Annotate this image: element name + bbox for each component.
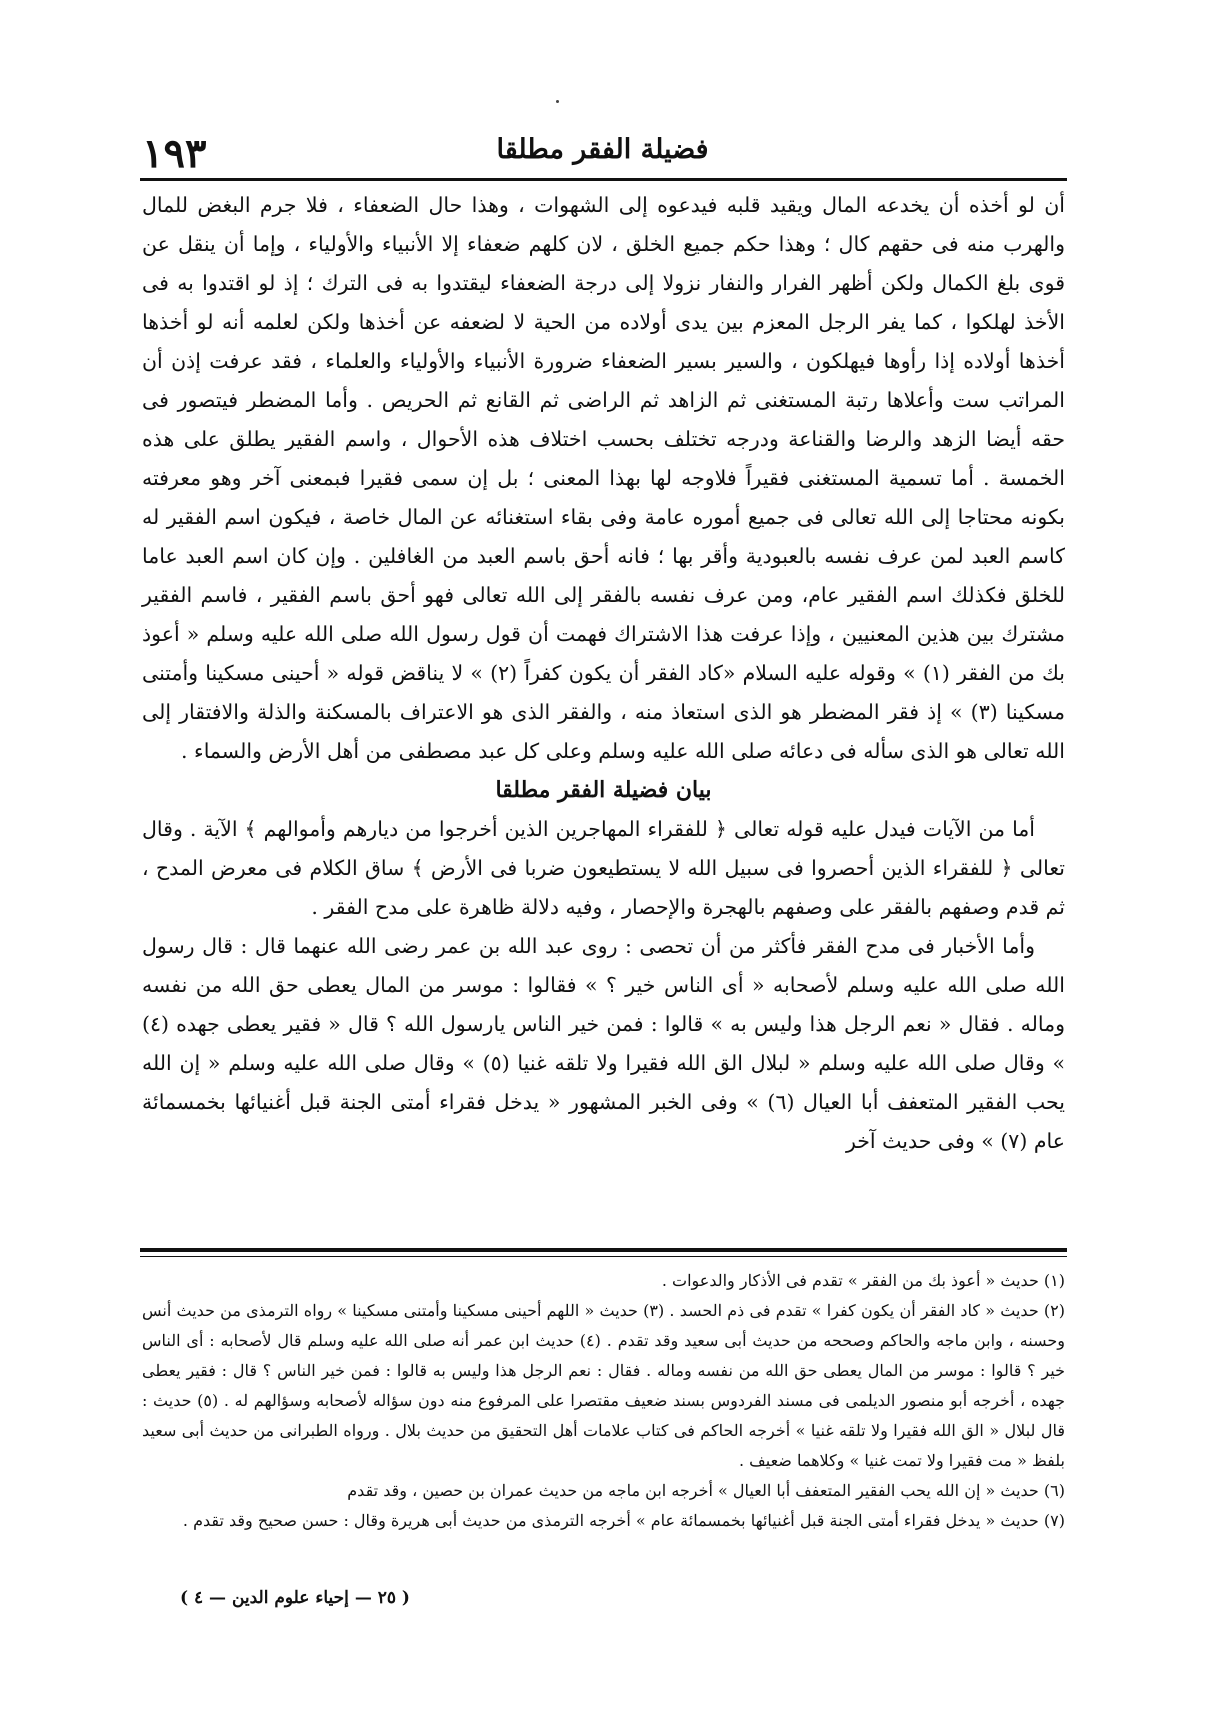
paragraph: أما من الآيات فيدل عليه قوله تعالى ﴿ للفقراء المهاجرين الذين أخرجوا من ديارهم وأموالهم ﴾ الآية . وقال تعالى ﴿ للفقراء الذين أحصروا فى سبيل الله لا يستطيعون ضربا فى الأرض ﴾ ساق الكلام فى معرض المدح ، ثم قدم وصفهم بالفقر على وصفهم بالهجرة والإحصار ، وفيه دلالة ظاهرة على مدح الفقر . <box>142 817 1065 919</box>
footnote: (١) حديث « أعوذ بك من الفقر » تقدم فى الأذكار والدعوات . <box>661 1271 1065 1290</box>
page-number: ١٩٣ <box>142 130 207 177</box>
footnote: (٧) حديث « يدخل فقراء أمتى الجنة قبل أغنيائها بخمسمائة عام » أخرجه الترمذى من حديث أبى هريرة وقال : حسن صحيح وقد تقدم . <box>182 1511 1065 1530</box>
paragraph: أن لو أخذه أن يخدعه المال ويقيد قلبه فيدعوه إلى الشهوات ، وهذا حال الضعفاء ، فلا جرم البغض للمال والهرب منه فى حقهم كال ؛ وهذا حكم جميع الخلق ، لان كلهم ضعفاء إلا الأنبياء والأولياء ، وإما أن ينقل عن قوى بلغ الكمال ولكن أظهر الفرار والنفار نزولا إلى درجة الضعفاء ليقتدوا به فى الترك ؛ إذ لو اقتدوا به فى الأخذ لهلكوا ، كما يفر الرجل المعزم بين يدى أولاده من الحية لا لضعفه عن أخذها ولكن لعلمه أنه لو أخذها أخذها أولاده إذا رأوها فيهلكون ، والسير بسير الضعفاء ضرورة الأنبياء والأولياء والعلماء ، فقد عرفت إذن أن المراتب ست وأعلاها رتبة المستغنى ثم الزاهد ثم الراضى ثم القانع ثم الحريص . وأما المضطر فيتصور فى حقه أيضا الزهد والرضا والقناعة ودرجه تختلف بحسب اختلاف هذه الأحوال ، واسم الفقير يطلق على هذه الخمسة . أما تسمية المستغنى فقيراً فلاوجه لها بهذا المعنى ؛ بل إن سمى فقيرا فبمعنى آخر وهو معرفته بكونه محتاجا إلى الله تعالى فى جميع أموره عامة وفى بقاء استغنائه عن المال خاصة ، فيكون اسم الفقير له كاسم العبد لمن عرف نفسه بالعبودية وأقر بها ؛ فانه أحق باسم العبد من الغافلين . وإن كان اسم العبد عاما للخلق فكذلك اسم الفقير عام، ومن عرف نفسه بالفقر إلى الله تعالى فهو أحق باسم الفقير ، فاسم الفقير مشترك بين هذين المعنيين ، وإذا عرفت هذا الاشتراك فهمت أن قول رسول الله صلى الله عليه وسلم « أعوذ بك من الفقر (١) » وقوله عليه السلام «كاد الفقر أن يكون كفراً (٢) » لا يناقض قوله « أحينى مسكينا وأمتنى مسكينا (٣) » إذ فقر المضطر هو الذى استعاذ منه ، والفقر الذى هو الاعتراف بالمسكنة والذلة والافتقار إلى الله تعالى هو الذى سأله فى دعائه صلى الله عليه وسلم وعلى كل عبد مصطفى من أهل الأرض والسماء . <box>142 193 1066 763</box>
footnote: (٢) حديث « كاد الفقر أن يكون كفرا » تقدم فى ذم الحسد . (٣) حديث « اللهم أحينى مسكينا وأمتنى مسكينا » رواه الترمذى من حديث أنس وحسنه ، وابن ماجه والحاكم وصححه من حديث أبى سعيد وقد تقدم . (٤) حديث ابن عمر أنه صلى الله عليه وسلم قال لأصحابه : أى الناس خير ؟ قالوا : موسر من المال يعطى حق الله من نفسه وماله . فقال : نعم الرجل هذا وليس به قالوا : فمن خير الناس ؟ قال : فقير يعطى جهده ، أخرجه أبو منصور الديلمى فى مسند الفردوس بسند ضعيف مقتصرا على المرفوع منه دون سؤاله لأصحابه وسؤالهم له . (٥) حديث : قال لبلال « الق الله فقيرا ولا تلقه غنيا » أخرجه الحاكم فى كتاب علامات أهل التحقيق من حديث بلال . ورواه الطبرانى من حديث أبى سعيد بلفظ « مت فقيرا ولا تمت غنيا » وكلاهما ضعيف . <box>142 1301 1065 1470</box>
header-rule <box>140 178 1067 181</box>
footnote: (٦) حديث « إن الله يحب الفقير المتعفف أبا العيال » أخرجه ابن ماجه من حديث عمران بن حصين ، وقد تقدم <box>347 1481 1065 1500</box>
section-heading: بيان فضيلة الفقر مطلقا <box>495 777 712 803</box>
footnote-rule-thick <box>140 1248 1067 1252</box>
paragraph: وأما الأخبار فى مدح الفقر فأكثر من أن تحصى : روى عبد الله بن عمر رضى الله عنهما قال : قال رسول الله صلى الله عليه وسلم لأصحابه « أى الناس خير ؟ » فقالوا : موسر من المال يعطى حق الله من نفسه وماله . فقال « نعم الرجل هذا وليس به » قالوا : فمن خير الناس يارسول الله ؟ قال « فقير يعطى جهده (٤) » وقال صلى الله عليه وسلم « لبلال الق الله فقيرا ولا تلقه غنيا (٥) » وقال صلى الله عليه وسلم « إن الله يحب الفقير المتعفف أبا العيال (٦) » وفى الخبر المشهور « يدخل فقراء أمتى الجنة قبل أغنيائها بخمسمائة عام (٧) » وفى حديث آخر <box>142 934 1065 1153</box>
page-header <box>140 128 1065 178</box>
main-text <box>142 186 1065 1161</box>
footnote-rule-thin <box>140 1256 1067 1257</box>
signature-mark: ( ٢٥ — إحياء علوم الدين — ٤ ) <box>180 1588 410 1608</box>
footnotes <box>142 1266 1065 1536</box>
running-title: فضيلة الفقر مطلقا <box>496 134 709 165</box>
print-dot <box>556 100 559 103</box>
